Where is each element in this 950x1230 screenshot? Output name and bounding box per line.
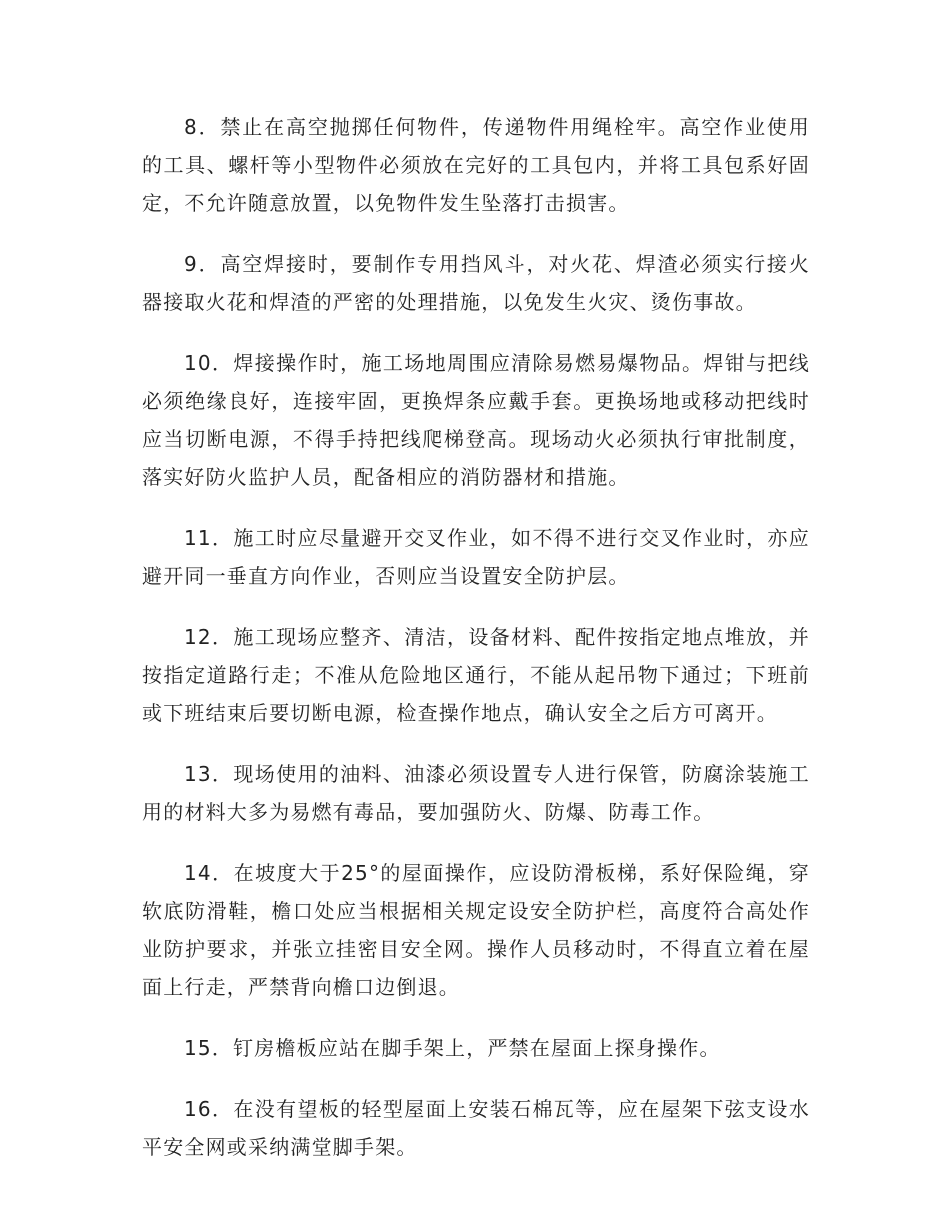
- paragraph-item-15: 15．钉房檐板应站在脚手架上，严禁在屋面上探身操作。: [184, 1036, 721, 1060]
- paragraph-item-9: 9．高空焊接时，要制作专用挡风斗，对火花、焊渣必须实行接火器接取火花和焊渣的严密的处理措施，以免发生火灾、烫伤事故。: [142, 252, 810, 314]
- paragraph-item-13: 13．现场使用的油料、油漆必须设置专人进行保管，防腐涂装施工用的材料大多为易燃有毒品，要加强防火、防爆、防毒工作。: [142, 762, 810, 824]
- paragraph-item-12: 12．施工现场应整齐、清洁，设备材料、配件按指定地点堆放，并按指定道路行走；不准从危险地区通行，不能从起吊物下通过；下班前或下班结束后要切断电源，检查操作地点，确认安全之后方可离开。: [142, 625, 810, 725]
- paragraph-item-8: 8．禁止在高空抛掷任何物件，传递物件用绳栓牢。高空作业使用的工具、螺杆等小型物件必须放在完好的工具包内，并将工具包系好固定，不允许随意放置，以免物件发生坠落打击损害。: [142, 115, 810, 215]
- paragraph-item-16: 16．在没有望板的轻型屋面上安装石棉瓦等，应在屋架下弦支设水平安全网或采纳满堂脚手架。: [142, 1097, 810, 1159]
- document-body: [142, 108, 810, 1189]
- paragraph-item-11: 11．施工时应尽量避开交叉作业，如不得不进行交叉作业时，亦应避开同一垂直方向作业，否则应当设置安全防护层。: [142, 526, 810, 588]
- paragraph-item-10: 10．焊接操作时，施工场地周围应清除易燃易爆物品。焊钳与把线必须绝缘良好，连接牢固，更换焊条应戴手套。更换场地或移动把线时应当切断电源，不得手持把线爬梯登高。现场动火必须执行审批制度，落实好防火监护人员，配备相应的消防器材和措施。: [142, 351, 810, 489]
- paragraph-item-14: 14．在坡度大于25°的屋面操作，应设防滑板梯，系好保险绳，穿软底防滑鞋，檐口处应当根据相关规定设安全防护栏，高度符合高处作业防护要求，并张立挂密目安全网。操作人员移动时，不得直立着在屋面上行走，严禁背向檐口边倒退。: [142, 861, 810, 999]
